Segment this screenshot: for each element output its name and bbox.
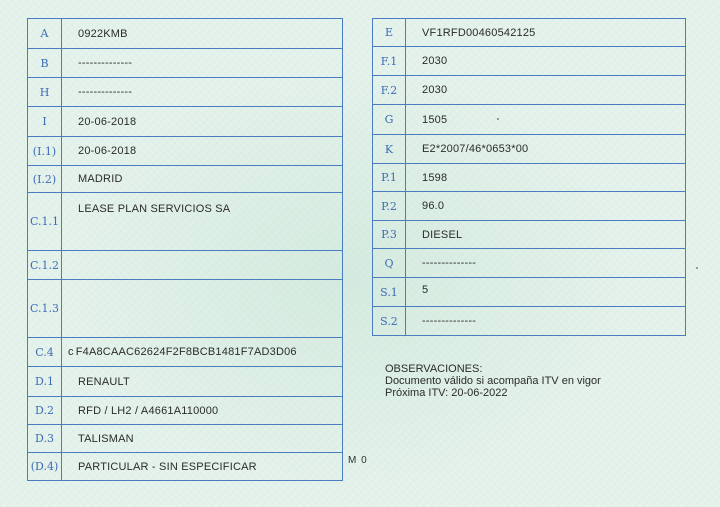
field-code-p1: P.1 [373,164,406,192]
field-code-s1: S.1 [373,278,406,307]
field-code-c11: C.1.1 [28,193,62,251]
field-code-f2: F.2 [373,76,406,105]
field-code-c12: C.1.2 [28,251,62,280]
field-value-d3: TALISMAN [62,425,343,453]
table-row [28,338,343,367]
table-row [373,76,686,105]
paper-speck [497,118,499,120]
field-code-d3: D.3 [28,425,62,453]
field-code-h: H [28,78,62,107]
table-row [373,164,686,192]
field-value-s1: 5 [406,278,686,307]
field-code-d1: D.1 [28,367,62,397]
observaciones-line-2: Próxima ITV: 20-06-2022 [385,387,508,399]
field-value-c11: LEASE PLAN SERVICIOS SA [62,193,343,251]
field-value-c4-text: F4A8CAAC62624F2F8BCB1481F7AD3D06 [75,346,297,358]
table-row [28,251,343,280]
field-code-q: Q [373,249,406,278]
field-value-p3: DIESEL [406,221,686,249]
field-value-d4: PARTICULAR - SIN ESPECIFICAR [62,453,343,481]
field-value-p2: 96.0 [406,192,686,221]
field-value-k: E2*2007/46*0653*00 [406,135,686,164]
field-value-p1: 1598 [406,164,686,192]
table-row [373,47,686,76]
field-value-s2: -------------- [406,307,686,336]
field-code-e: E [373,19,406,47]
field-value-f1: 2030 [406,47,686,76]
table-row [28,137,343,166]
field-value-g: 1505 [406,105,686,135]
field-code-d4: (D.4) [28,453,62,481]
table-row [373,249,686,278]
field-value-c4 [62,338,343,367]
paper-speck [696,267,698,269]
table-row [28,166,343,193]
field-code-g: G [373,105,406,135]
table-row [28,397,343,425]
field-code-a: A [28,19,62,49]
table-row [373,278,686,307]
field-prefix-c4: c [68,346,74,358]
field-value-i: 20-06-2018 [62,107,343,137]
table-row [373,135,686,164]
table-row [28,107,343,137]
field-code-p2: P.2 [373,192,406,221]
field-value-h: -------------- [62,78,343,107]
observaciones-block [385,363,601,399]
table-row [28,367,343,397]
field-code-c13: C.1.3 [28,280,62,338]
field-value-f2: 2030 [406,76,686,105]
table-row [373,307,686,336]
table-row [28,193,343,251]
field-value-d1: RENAULT [62,367,343,397]
field-code-c4: C.4 [28,338,62,367]
field-code-i: I [28,107,62,137]
table-row [28,425,343,453]
table-row [28,453,343,481]
field-value-a: 0922KMB [62,19,343,49]
table-row [373,105,686,135]
observaciones-line-1: Documento válido si acompaña ITV en vigor [385,375,601,387]
field-value-i1: 20-06-2018 [62,137,343,166]
field-value-i2: MADRID [62,166,343,193]
field-code-p3: P.3 [373,221,406,249]
field-code-f1: F.1 [373,47,406,76]
field-code-k: K [373,135,406,164]
field-code-s2: S.2 [373,307,406,336]
field-code-d2: D.2 [28,397,62,425]
table-row [373,192,686,221]
table-row [373,221,686,249]
table-row [373,19,686,47]
observaciones-title: OBSERVACIONES: [385,363,483,375]
field-value-b: -------------- [62,49,343,78]
field-value-c13 [62,280,343,338]
table-row [28,280,343,338]
table-row [28,78,343,107]
form-mark: M 0 [348,455,368,466]
field-value-c12 [62,251,343,280]
table-row [28,19,343,49]
field-value-q: -------------- [406,249,686,278]
table-row [28,49,343,78]
vehicle-data-table-right [372,18,686,336]
vehicle-data-table-left [27,18,343,481]
field-code-i1: (I.1) [28,137,62,166]
field-value-e: VF1RFD00460542125 [406,19,686,47]
field-code-b: B [28,49,62,78]
field-code-i2: (I.2) [28,166,62,193]
field-value-d2: RFD / LH2 / A4661A110000 [62,397,343,425]
